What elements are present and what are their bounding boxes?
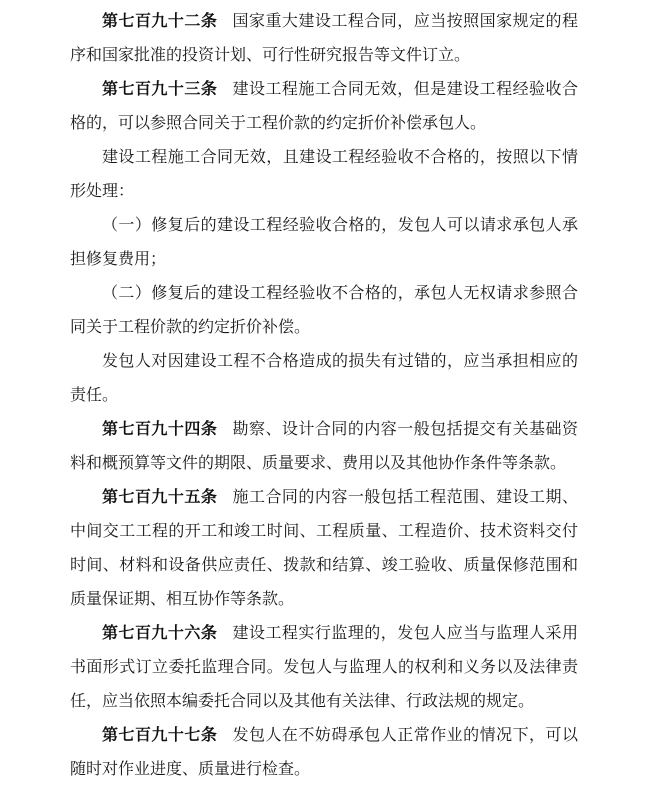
paragraph-article-797 (70, 719, 578, 787)
paragraph-article-793-item-1 (70, 209, 578, 277)
paragraph-article-796 (70, 617, 578, 719)
paragraph-article-793-item-2 (70, 277, 578, 345)
paragraph-article-794 (70, 413, 578, 481)
paragraph-article-793-liability (70, 345, 578, 413)
article-number-797: 第七百九十七条 (102, 727, 218, 744)
article-number-795: 第七百九十五条 (102, 489, 218, 506)
paragraph-article-792 (70, 5, 578, 73)
article-number-792: 第七百九十二条 (102, 13, 218, 30)
article-number-794: 第七百九十四条 (102, 421, 218, 438)
paragraph-text: 建设工程施工合同无效，且建设工程经验收不合格的，按照以下情形处理： (70, 149, 578, 200)
paragraph-text: 发包人在不妨碍承包人正常作业的情况下，可以随时对作业进度、质量进行检查。 (70, 727, 578, 778)
paragraph-text: 建设工程实行监理的，发包人应当与监理人采用书面形式订立委托监理合同。发包人与监理人的权利和义务以及法律责任，应当依照本编委托合同以及其他有关法律、行政法规的规定。 (70, 625, 578, 710)
article-number-796: 第七百九十六条 (102, 625, 218, 642)
paragraph-text: 建设工程施工合同无效，但是建设工程经验收合格的，可以参照合同关于工程价款的约定折价补偿承包人。 (70, 81, 578, 132)
paragraph-text: （一）修复后的建设工程经验收合格的，发包人可以请求承包人承担修复费用； (70, 217, 578, 268)
paragraph-article-795 (70, 481, 578, 617)
paragraph-text: 施工合同的内容一般包括工程范围、建设工期、中间交工工程的开工和竣工时间、工程质量、工程造价、技术资料交付时间、材料和设备供应责任、拨款和结算、竣工验收、质量保修范围和质量保证期、相互协作等条款。 (70, 489, 578, 608)
paragraph-text: 勘察、设计合同的内容一般包括提交有关基础资料和概预算等文件的期限、质量要求、费用以及其他协作条件等条款。 (70, 421, 578, 472)
paragraph-text: 国家重大建设工程合同，应当按照国家规定的程序和国家批准的投资计划、可行性研究报告等文件订立。 (70, 13, 578, 64)
paragraph-article-793 (70, 73, 578, 141)
paragraph-text: 发包人对因建设工程不合格造成的损失有过错的，应当承担相应的责任。 (70, 353, 578, 404)
paragraph-article-793-clause-intro (70, 141, 578, 209)
article-number-793: 第七百九十三条 (102, 81, 218, 98)
paragraph-text: （二）修复后的建设工程经验收不合格的，承包人无权请求参照合同关于工程价款的约定折价补偿。 (70, 285, 578, 336)
